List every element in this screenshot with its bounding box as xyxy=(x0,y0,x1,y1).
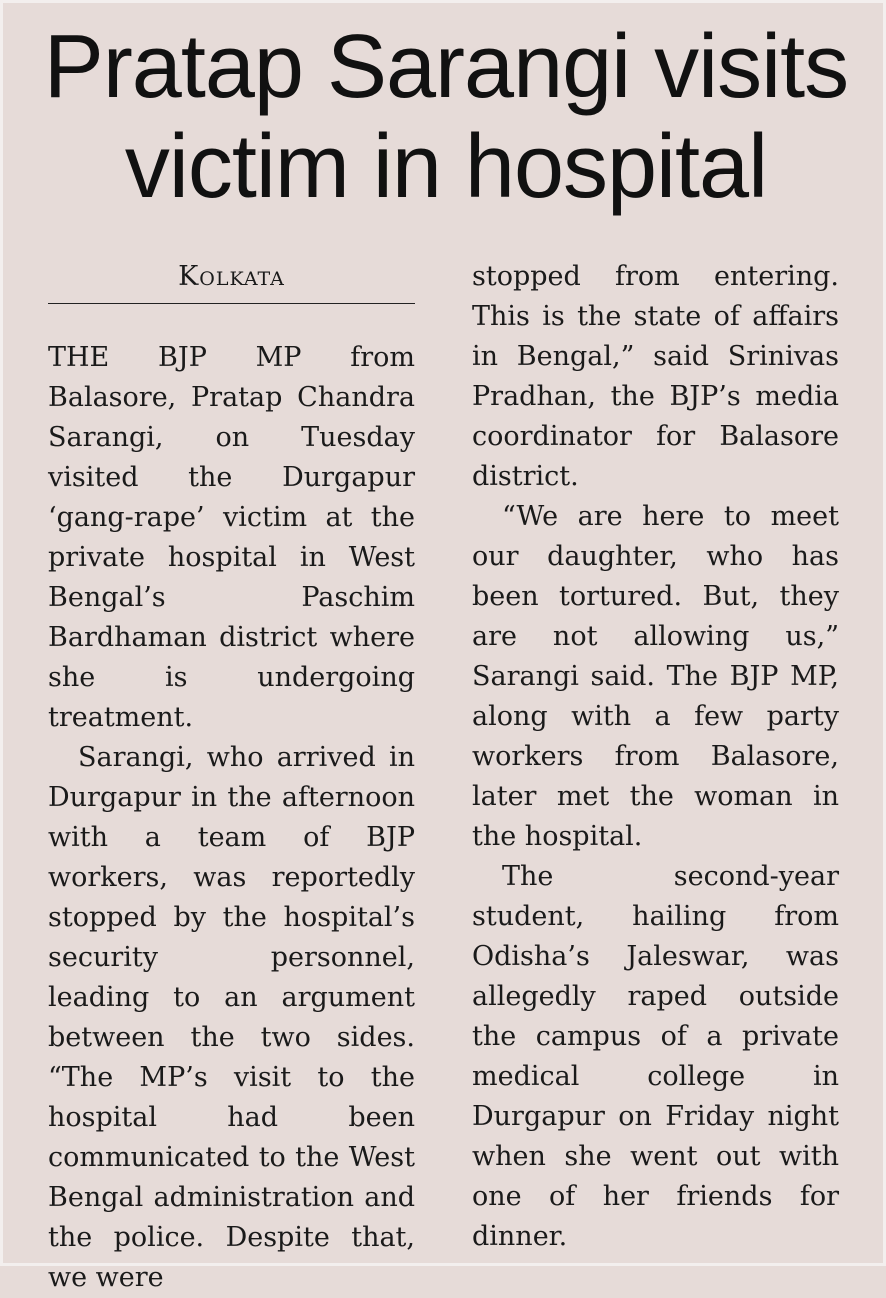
left-column xyxy=(48,257,415,1298)
paragraph-2: Sarangi, who arrived in Durgapur in the afternoon with a team of BJP workers, was reportedly stopped by the hospital’s security personnel, leading to an argument between the two sides. “The MP’s visit to the hospital had been communicated to the West Bengal administration and the police. Despite that, we were xyxy=(48,742,415,1293)
headline xyxy=(21,17,871,217)
paragraph-4: The second-year student, hailing from Odisha’s Jaleswar, was allegedly raped outside the campus of a private medical college in Durgapur on Friday night when she went out with one of her friends for dinner. xyxy=(472,861,839,1252)
headline-line-2: victim in hospital xyxy=(124,117,768,217)
paragraph-2-continued: stopped from entering. This is the state of affairs in Bengal,” said Srinivas Pradhan, the BJP’s media coordinator for Balasore district. xyxy=(472,261,839,492)
headline-line-1: Pratap Sarangi visits xyxy=(43,17,849,117)
paragraph-1: THE BJP MP from Balasore, Pratap Chandra Sarangi, on Tuesday visited the Durgapur ‘gang-rape’ victim at the private hospital in West Bengal’s Paschim Bardhaman district where she is undergoing treatment. xyxy=(48,342,415,733)
dateline: Kolkata xyxy=(178,261,285,292)
paragraph-3: “We are here to meet our daughter, who has been tortured. But, they are not allowing us,” Sarangi said. The BJP MP, along with a few party workers from Balasore, later met the woman in the hospital. xyxy=(472,501,839,852)
right-column xyxy=(472,257,839,1257)
dateline-rule xyxy=(48,303,415,304)
